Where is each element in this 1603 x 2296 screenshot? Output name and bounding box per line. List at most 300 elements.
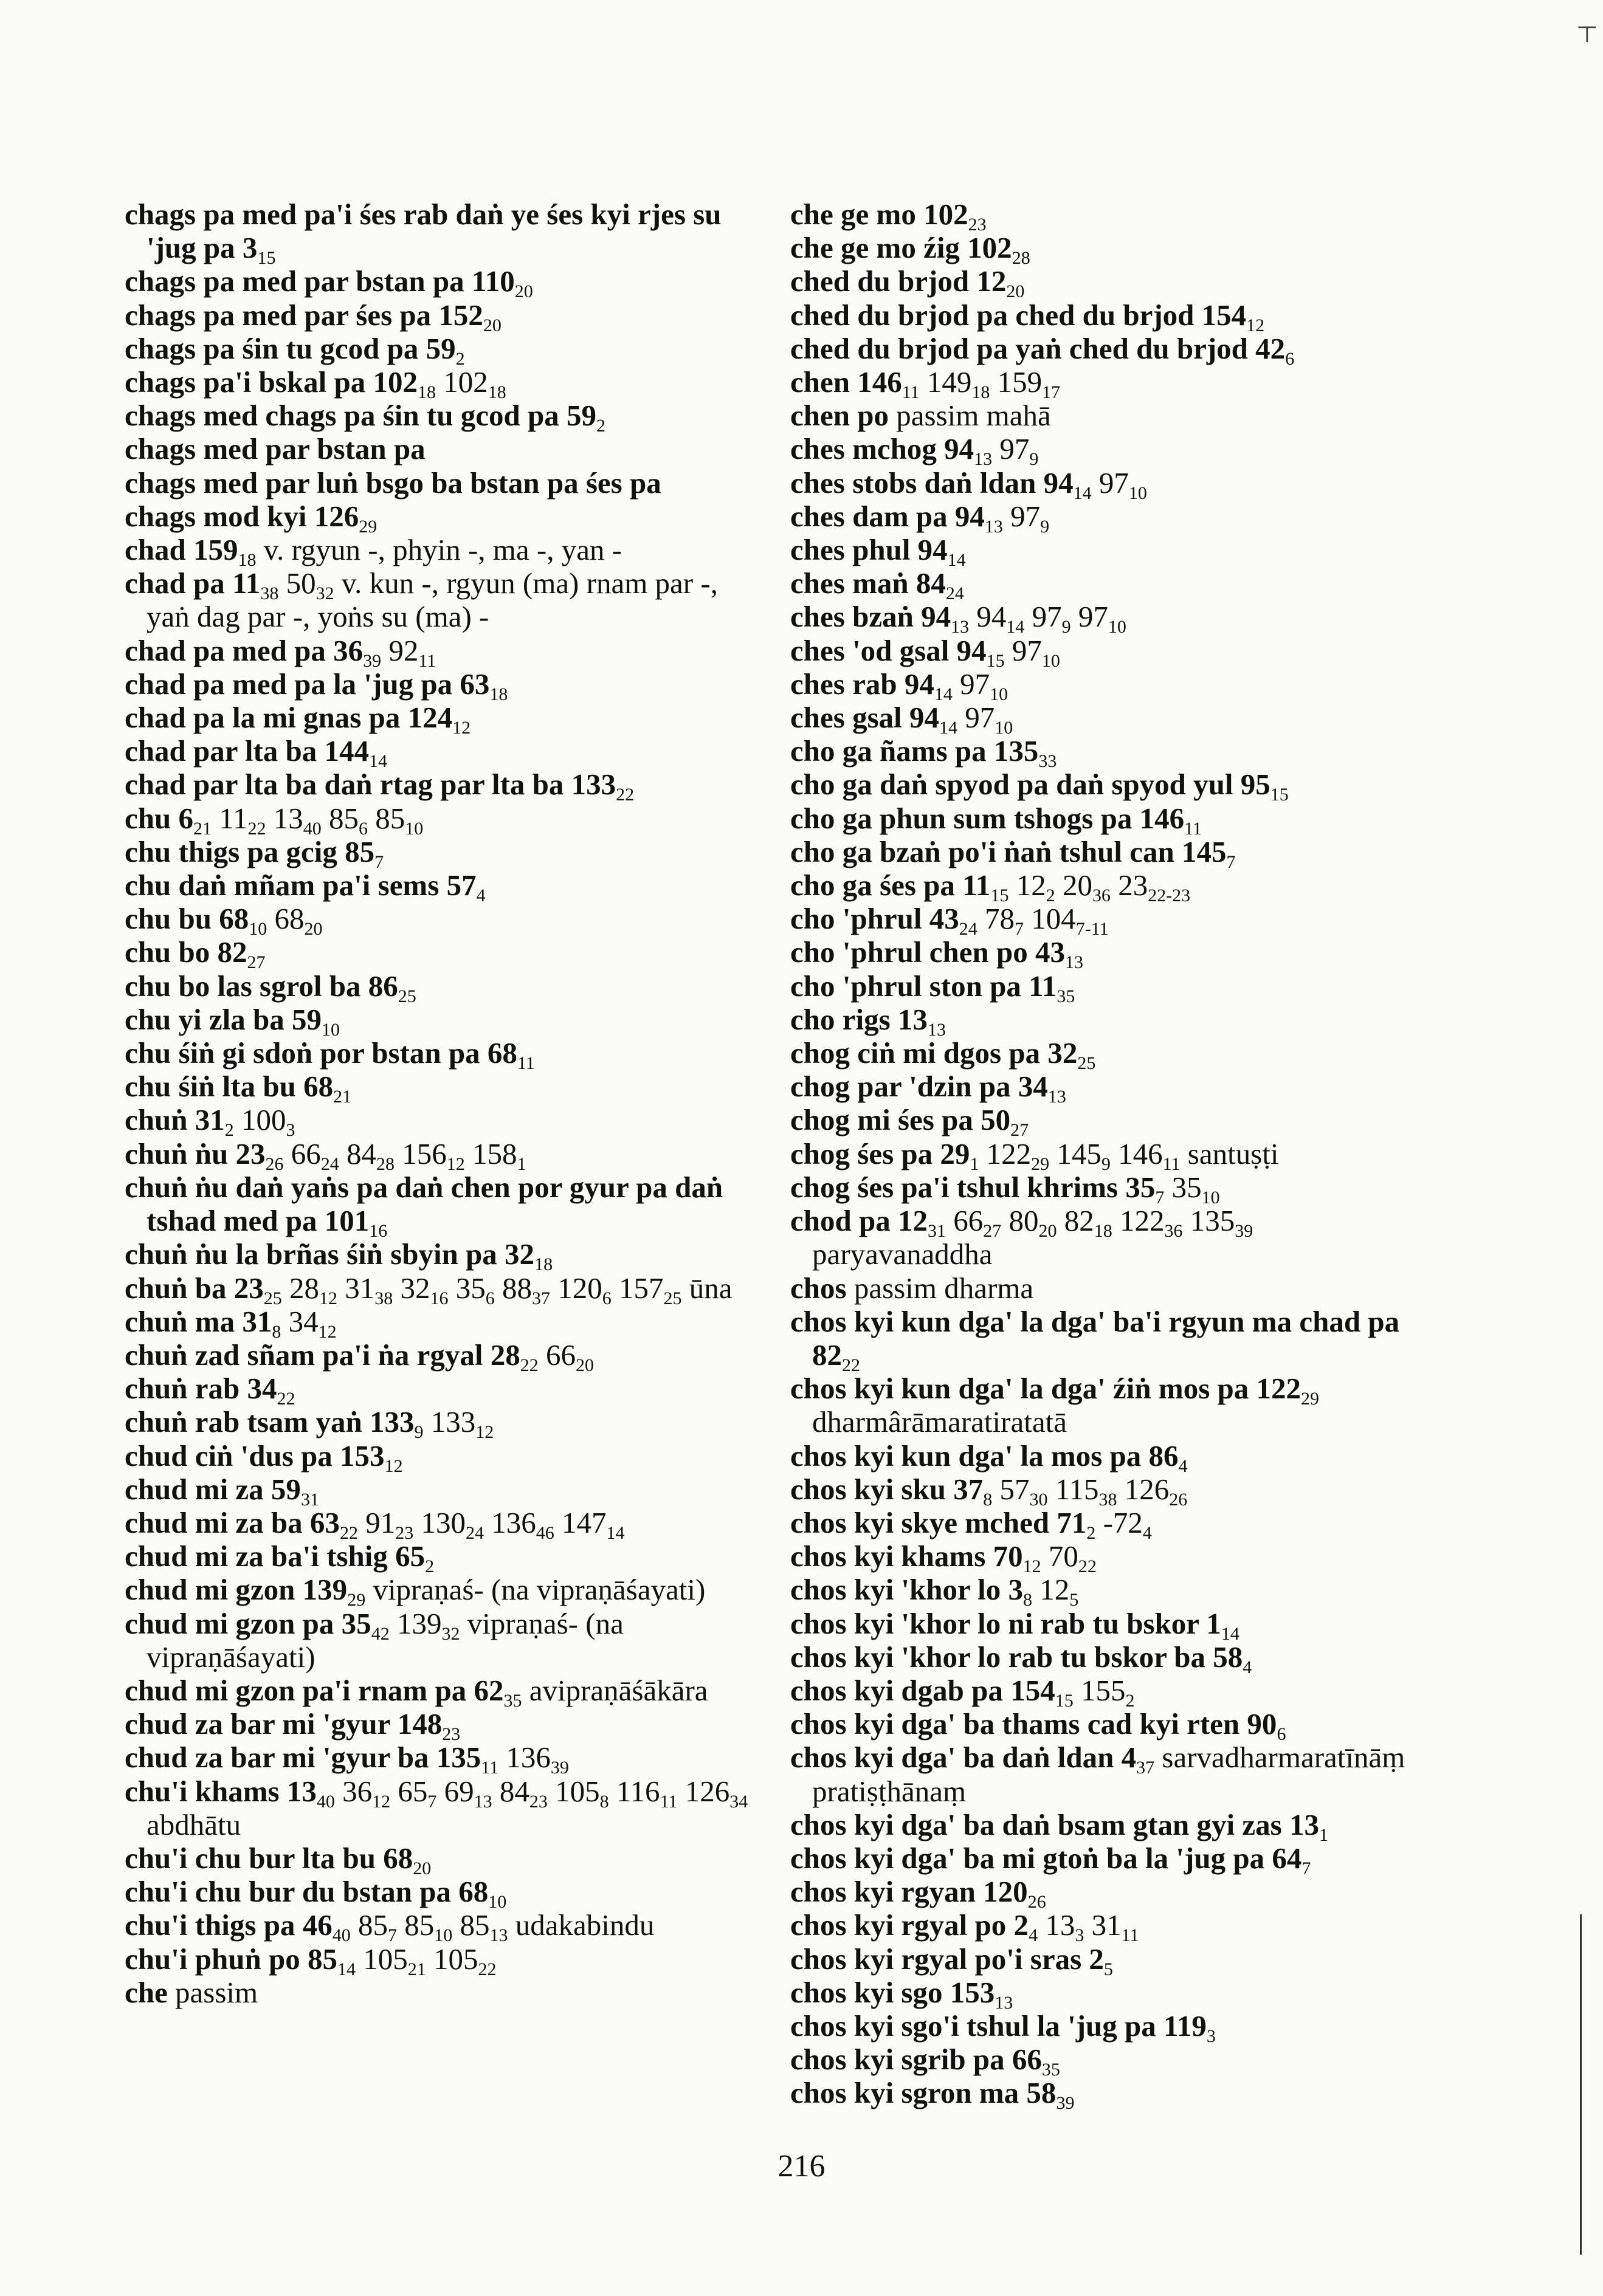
- line-ref: 12: [372, 1791, 391, 1812]
- line-ref: 4: [476, 885, 486, 906]
- line-ref: 46: [536, 1522, 554, 1543]
- line-ref: 6: [1285, 348, 1295, 369]
- page-ref: 66: [283, 1136, 321, 1170]
- index-entry: [790, 1170, 1419, 1208]
- entry-term: chuṅ rab tsam yaṅ 133: [125, 1405, 415, 1439]
- line-ref: 11: [901, 382, 920, 403]
- line-ref: 23: [442, 1724, 461, 1745]
- line-ref: 26: [1027, 1892, 1046, 1913]
- page-ref: 84: [492, 1774, 529, 1808]
- page-ref: 34: [281, 1304, 319, 1338]
- scan-edge-line: [1580, 1914, 1582, 2255]
- entry-term: chog ciṅ mi dgos pa 32: [790, 1036, 1078, 1070]
- entry-term: cho ga daṅ spyod pa daṅ spyod yul 95: [790, 768, 1270, 802]
- line-ref: 14: [1073, 483, 1092, 503]
- entry-term: chu'i khams 13: [125, 1774, 317, 1808]
- index-entry: [790, 432, 1419, 470]
- index-entry: [790, 298, 1419, 335]
- line-ref: 12: [318, 1321, 337, 1342]
- line-ref: 29: [1301, 1389, 1320, 1409]
- page-ref: 20: [1055, 868, 1092, 902]
- line-ref: 16: [430, 1288, 449, 1308]
- entry-term: che: [125, 1975, 168, 2009]
- entry-term: ches phul 94: [790, 533, 948, 567]
- entry-term: chos kyi kun dga' la dga' źiṅ mos pa 122: [790, 1372, 1301, 1406]
- page-ref: 115: [1047, 1472, 1099, 1506]
- page-ref: 105: [547, 1774, 600, 1808]
- index-entry: [125, 1036, 754, 1074]
- line-ref: 10: [434, 1925, 453, 1946]
- page-ref: 70: [1041, 1539, 1078, 1573]
- line-ref: 10: [1201, 1187, 1220, 1208]
- entry-term: chos kyi 'khor lo rab tu bskor ba 58: [790, 1640, 1243, 1674]
- line-ref: 9: [1061, 617, 1071, 638]
- index-entry: [790, 768, 1419, 805]
- line-ref: 39: [1056, 2093, 1075, 2114]
- line-ref: 22: [247, 818, 266, 839]
- line-ref: 13: [984, 516, 1003, 537]
- page-ref: 85: [367, 801, 405, 835]
- entry-term: chags mod kyi 126: [125, 499, 359, 533]
- entry-term: chu'i thigs pa 46: [125, 1908, 333, 1942]
- line-ref: 25: [398, 986, 416, 1006]
- index-entry: [790, 868, 1419, 906]
- entry-term: chu'i chu bur lta bu 68: [125, 1841, 413, 1875]
- index-entry: [790, 2009, 1419, 2046]
- entry-term: cho ga ñams pa 135: [790, 734, 1039, 768]
- entry-term: chud ciṅ 'dus pa 153: [125, 1438, 385, 1473]
- line-ref: 6: [1277, 1724, 1286, 1745]
- entry-term: chos kyi dga' ba mi gtoṅ ba la 'jug pa 64: [790, 1841, 1302, 1875]
- page-ref: 97: [952, 667, 990, 701]
- entry-term: chos kyi dga' ba daṅ ldan 4: [790, 1741, 1137, 1775]
- entry-gloss: ūna: [681, 1271, 733, 1305]
- index-entry: [790, 1606, 1419, 1644]
- entry-term: chuṅ ṅu 23: [125, 1136, 266, 1170]
- line-ref: 14: [947, 550, 966, 571]
- line-ref: 7: [1301, 1858, 1311, 1878]
- line-ref: 10: [321, 1019, 340, 1040]
- line-ref: 15: [257, 248, 276, 269]
- index-entry: [125, 466, 754, 500]
- entry-term: cho 'phrul chen po 43: [790, 935, 1065, 969]
- entry-term: chad par lta ba 144: [125, 734, 370, 768]
- line-ref: 20: [514, 281, 533, 302]
- entry-term: cho rigs 13: [790, 1002, 928, 1036]
- line-ref: 9: [1029, 449, 1039, 470]
- entry-gloss: v. rgyun -, phyin -, ma -, yan -: [256, 533, 622, 567]
- entry-term: chos kyi dga' ba thams cad kyi rten 90: [790, 1707, 1277, 1741]
- page-ref: 91: [357, 1505, 396, 1539]
- line-ref: 39: [550, 1758, 569, 1778]
- line-ref: 38: [260, 583, 279, 604]
- page-ref: 66: [946, 1204, 984, 1238]
- page-ref: 35: [1164, 1170, 1202, 1204]
- line-ref: 38: [374, 1288, 393, 1308]
- line-ref: 2: [1125, 1690, 1135, 1711]
- index-entry: [790, 1070, 1419, 1107]
- index-entry: [125, 1170, 754, 1242]
- line-ref: 8: [599, 1791, 609, 1812]
- index-entry: [125, 399, 754, 436]
- index-entry: [790, 566, 1419, 604]
- index-entry: [125, 533, 754, 571]
- page-ref: 11: [212, 801, 248, 835]
- line-ref: 18: [238, 550, 257, 571]
- entry-term: chu śiṅ gi sdoṅ por bstan pa 68: [125, 1036, 517, 1070]
- entry-gloss: santuṣṭi: [1180, 1136, 1279, 1170]
- index-entry: [790, 1204, 1419, 1271]
- entry-term: chags med chags pa śin tu gcod pa 59: [125, 399, 596, 433]
- entry-term: cho ga śes pa 11: [790, 868, 991, 902]
- entry-term: chos kyi kun dga' la dga' ba'i rgyun ma chad pa 82: [790, 1304, 1400, 1372]
- line-ref: 13: [1047, 1087, 1066, 1107]
- line-ref: 20: [1038, 1221, 1057, 1242]
- line-ref: 14: [1221, 1623, 1239, 1644]
- line-ref: 7-11: [1075, 919, 1109, 940]
- line-ref: 2: [1086, 1522, 1096, 1543]
- page-ref: 50: [278, 566, 316, 600]
- index-entry: [125, 1304, 754, 1342]
- entry-term: chags med par bstan pa: [125, 432, 426, 466]
- line-ref: 18: [534, 1254, 553, 1275]
- line-ref: 29: [347, 1590, 366, 1610]
- entry-term: chog par 'dzin pa 34: [790, 1070, 1048, 1104]
- entry-term: chags pa med par bstan pa 110: [125, 264, 515, 298]
- line-ref: 4: [1178, 1456, 1188, 1476]
- page-ref: 94: [969, 600, 1007, 634]
- index-entry: [790, 701, 1419, 738]
- line-ref: 13: [489, 1925, 508, 1946]
- entry-term: chad par lta ba daṅ rtag par lta ba 133: [125, 768, 616, 802]
- index-entry: [125, 1607, 754, 1674]
- line-ref: 36: [1092, 885, 1111, 906]
- index-entry: [790, 600, 1419, 638]
- index-entry: [125, 1070, 754, 1107]
- page-ref: 85: [321, 801, 359, 835]
- entry-term: ches bzaṅ 94: [790, 600, 951, 634]
- entry-term: chuṅ ṅu la brñas śiṅ sbyin pa 32: [125, 1237, 535, 1271]
- index-entry: [790, 2076, 1419, 2114]
- line-ref: 22: [1078, 1556, 1097, 1577]
- line-ref: 31: [928, 1221, 946, 1242]
- line-ref: 6: [358, 818, 368, 839]
- index-entry: [125, 1103, 754, 1141]
- line-ref: 20: [413, 1858, 432, 1878]
- page-ref: 36: [334, 1774, 373, 1808]
- line-ref: 3: [1075, 1925, 1084, 1946]
- page-ref: 136: [483, 1505, 536, 1539]
- entry-term: chos kyi rgyal po 2: [790, 1908, 1029, 1942]
- line-ref: 15: [1055, 1690, 1074, 1711]
- entry-term: chuṅ rab 34: [125, 1372, 277, 1406]
- line-ref: 42: [371, 1623, 390, 1644]
- index-entry: [790, 1975, 1419, 2013]
- line-ref: 15: [990, 885, 1009, 906]
- entry-gloss: passim dharma: [846, 1271, 1034, 1305]
- entry-gloss: abdhātu: [147, 1807, 241, 1841]
- entry-term: chuṅ ba 23: [125, 1271, 264, 1305]
- line-ref: 7: [374, 851, 384, 872]
- entry-term: chos kyi sgrib pa 66: [790, 2043, 1042, 2077]
- line-ref: 14: [606, 1522, 625, 1543]
- index-entry: [790, 1539, 1419, 1577]
- entry-term: cho ga phun sum tshogs pa 146: [790, 801, 1185, 835]
- entry-term: chad pa med pa 36: [125, 633, 364, 667]
- page-ref: 147: [554, 1505, 607, 1539]
- index-entry: [125, 868, 754, 906]
- entry-gloss: paryavanaddha: [812, 1237, 993, 1271]
- page-ref: 57: [992, 1472, 1030, 1506]
- line-ref: 27: [1010, 1120, 1029, 1141]
- index-entry: [790, 801, 1419, 839]
- page-ref: 149: [919, 365, 972, 399]
- entry-term: ches gsal 94: [790, 701, 939, 735]
- page-ref: 97: [1002, 499, 1041, 533]
- line-ref: 10: [1041, 650, 1060, 671]
- line-ref: 12: [475, 1422, 494, 1443]
- entry-term: che ge mo 102: [790, 198, 968, 231]
- index-entry: [790, 1741, 1419, 1807]
- entry-term: chos kyi sgo'i tshul la 'jug pa 119: [790, 2009, 1207, 2043]
- line-ref: 22-23: [1148, 885, 1191, 906]
- page-ref: 130: [413, 1505, 466, 1539]
- entry-term: chud mi za ba'i tshig 65: [125, 1539, 426, 1573]
- index-entry: [125, 1673, 754, 1711]
- index-entry: [790, 667, 1419, 704]
- line-ref: 8: [1023, 1590, 1033, 1610]
- index-entry: [125, 264, 754, 302]
- line-ref: 18: [488, 382, 506, 403]
- index-entry: [790, 935, 1419, 973]
- index-entry: [125, 1707, 754, 1745]
- index-entry: [790, 1640, 1419, 1677]
- index-entry: [790, 633, 1419, 671]
- line-ref: 10: [995, 718, 1013, 738]
- index-entry: [125, 1472, 754, 1510]
- entry-term: chud mi gzon 139: [125, 1573, 348, 1607]
- line-ref: 38: [1098, 1489, 1117, 1510]
- line-ref: 18: [1094, 1221, 1112, 1242]
- page-ref: 133: [423, 1405, 476, 1439]
- index-entry: [790, 834, 1419, 872]
- index-entry: [125, 432, 754, 466]
- index-entry: [790, 1136, 1419, 1174]
- page-ref: 31: [337, 1271, 375, 1305]
- line-ref: 28: [376, 1153, 395, 1174]
- line-ref: 4: [1243, 1657, 1252, 1677]
- index-column-right: [790, 198, 1419, 2114]
- line-ref: 40: [303, 818, 322, 839]
- entry-term: ched du brjod 12: [790, 264, 1007, 298]
- entry-term: ches mchog 94: [790, 432, 974, 466]
- entry-term: ches stobs daṅ ldan 94: [790, 466, 1074, 500]
- line-ref: 24: [945, 583, 964, 604]
- page-number: 216: [777, 2149, 826, 2184]
- index-entry: [125, 633, 754, 671]
- index-entry: [125, 834, 754, 872]
- index-entry: [790, 198, 1419, 235]
- line-ref: 22: [277, 1389, 295, 1409]
- index-entry: [125, 1136, 754, 1174]
- index-entry: [125, 198, 754, 269]
- page-ref: 102: [436, 365, 488, 399]
- line-ref: 22: [616, 785, 635, 805]
- page-ref: 12: [1032, 1573, 1070, 1607]
- index-entry: [790, 1707, 1419, 1745]
- line-ref: 3: [286, 1120, 295, 1141]
- line-ref: 30: [1029, 1489, 1048, 1510]
- index-entry: [125, 298, 754, 335]
- line-ref: 25: [1077, 1053, 1096, 1074]
- page-ref: 139: [389, 1606, 442, 1640]
- index-entry: [790, 1673, 1419, 1711]
- entry-term: chos kyi dgab pa 154: [790, 1673, 1055, 1707]
- line-ref: 21: [193, 818, 212, 839]
- entry-term: chuṅ ma 31: [125, 1304, 272, 1338]
- line-ref: 7: [1155, 1187, 1165, 1208]
- page-ref: 104: [1023, 902, 1076, 936]
- line-ref: 24: [320, 1153, 339, 1174]
- line-ref: 21: [407, 1959, 426, 1979]
- line-ref: 23: [968, 215, 987, 235]
- entry-term: chen po: [790, 399, 889, 433]
- index-column-left: [125, 198, 754, 2009]
- entry-term: chu bo las sgrol ba 86: [125, 969, 398, 1003]
- index-entry: [125, 1741, 754, 1778]
- index-entry: [125, 1539, 754, 1577]
- line-ref: 40: [332, 1925, 351, 1946]
- line-ref: 13: [474, 1791, 492, 1812]
- line-ref: 40: [316, 1791, 335, 1812]
- index-entry: [125, 768, 754, 805]
- index-entry: [125, 1237, 754, 1275]
- page-ref: 116: [608, 1774, 660, 1808]
- page-ref: 78: [977, 902, 1015, 936]
- index-entry: [790, 1036, 1419, 1074]
- line-ref: 14: [1006, 617, 1025, 638]
- line-ref: 11: [660, 1791, 678, 1812]
- page-ref: 97: [1004, 633, 1042, 667]
- page-ref: 32: [393, 1271, 430, 1305]
- page-ref: 28: [281, 1271, 320, 1305]
- entry-term: chog śes pa 29: [790, 1136, 970, 1170]
- line-ref: 26: [265, 1153, 284, 1174]
- page-ref: 31: [1084, 1908, 1122, 1942]
- line-ref: 10: [405, 818, 424, 839]
- line-ref: 39: [363, 650, 382, 671]
- line-ref: 23: [395, 1522, 414, 1543]
- index-entry: [125, 1372, 754, 1409]
- page-ref: 105: [426, 1942, 478, 1976]
- entry-term: cho 'phrul 43: [790, 902, 959, 936]
- line-ref: 4: [1142, 1522, 1152, 1543]
- line-ref: 1: [970, 1153, 979, 1174]
- index-entry: [125, 1875, 754, 1913]
- index-entry: [790, 1942, 1419, 1979]
- entry-gloss: udakabindu: [508, 1908, 655, 1942]
- page-ref: 146: [1110, 1136, 1163, 1170]
- entry-term: chen 146: [790, 365, 902, 399]
- line-ref: 11: [418, 650, 436, 671]
- index-entry: [125, 1338, 754, 1375]
- line-ref: 6: [602, 1288, 612, 1308]
- line-ref: 18: [971, 382, 990, 403]
- index-entry: [125, 734, 754, 772]
- line-ref: 24: [465, 1522, 484, 1543]
- line-ref: 8: [272, 1321, 281, 1342]
- entry-term: chu yi zla ba 59: [125, 1002, 322, 1036]
- page-ref: 97: [992, 432, 1030, 466]
- line-ref: 25: [663, 1288, 682, 1308]
- line-ref: 37: [532, 1288, 551, 1308]
- line-ref: 2: [1046, 885, 1055, 906]
- page-ref: 122: [1112, 1204, 1165, 1238]
- index-entry: [790, 1103, 1419, 1141]
- entry-term: chos kyi 'khor lo ni rab tu bskor 1: [790, 1606, 1221, 1640]
- page-ref: 122: [979, 1136, 1032, 1170]
- page-ref: 12: [1008, 868, 1046, 902]
- line-ref: 35: [503, 1690, 522, 1711]
- entry-term: chags pa med par śes pa 152: [125, 298, 483, 332]
- entry-term: chos kyi sgo 153: [790, 1975, 995, 2009]
- line-ref: 29: [359, 516, 377, 537]
- entry-term: chuṅ 31: [125, 1103, 225, 1137]
- line-ref: 33: [1038, 751, 1057, 772]
- index-entry: [790, 1573, 1419, 1610]
- line-ref: 14: [369, 751, 388, 772]
- entry-term: chud mi za ba 63: [125, 1505, 340, 1539]
- line-ref: 25: [263, 1288, 282, 1308]
- entry-term: chos kyi rgyal po'i sras 2: [790, 1942, 1104, 1976]
- entry-term: chu śiṅ lta bu 68: [125, 1070, 334, 1104]
- page-ref: 69: [436, 1774, 474, 1808]
- index-entry: [125, 1976, 754, 2009]
- line-ref: 17: [1042, 382, 1061, 403]
- entry-term: chu 6: [125, 801, 194, 835]
- line-ref: 18: [489, 684, 508, 704]
- entry-term: chos: [790, 1271, 847, 1305]
- page-ref: 97: [1070, 600, 1108, 634]
- line-ref: 22: [478, 1959, 497, 1979]
- line-ref: 23: [529, 1791, 548, 1812]
- scan-corner-mark: ┬: [1578, 13, 1596, 40]
- entry-term: chad pa la mi gnas pa 124: [125, 701, 453, 735]
- entry-term: chos kyi skye mched 71: [790, 1505, 1087, 1539]
- line-ref: 10: [488, 1892, 507, 1913]
- entry-term: ches maṅ 84: [790, 566, 946, 600]
- entry-term: chud za bar mi 'gyur 148: [125, 1707, 443, 1741]
- line-ref: 16: [369, 1221, 388, 1242]
- index-entry: [125, 969, 754, 1006]
- entry-term: chos kyi dga' ba daṅ bsam gtan gyi zas 13: [790, 1807, 1319, 1841]
- index-entry: [790, 2043, 1419, 2080]
- line-ref: 13: [951, 617, 970, 638]
- entry-term: chos kyi khams 70: [790, 1539, 1023, 1573]
- index-entry: [125, 365, 754, 403]
- page-ref: 84: [339, 1136, 377, 1170]
- index-entry: [125, 801, 754, 839]
- line-ref: 32: [315, 583, 334, 604]
- line-ref: 12: [1022, 1556, 1041, 1577]
- page-ref: 156: [395, 1136, 447, 1170]
- line-ref: 24: [959, 919, 977, 940]
- index-entry: [125, 701, 754, 738]
- page-ref: 97: [957, 701, 995, 735]
- page-ref: 157: [611, 1271, 664, 1305]
- page-ref: 88: [494, 1271, 533, 1305]
- line-ref: 5: [1103, 1959, 1113, 1979]
